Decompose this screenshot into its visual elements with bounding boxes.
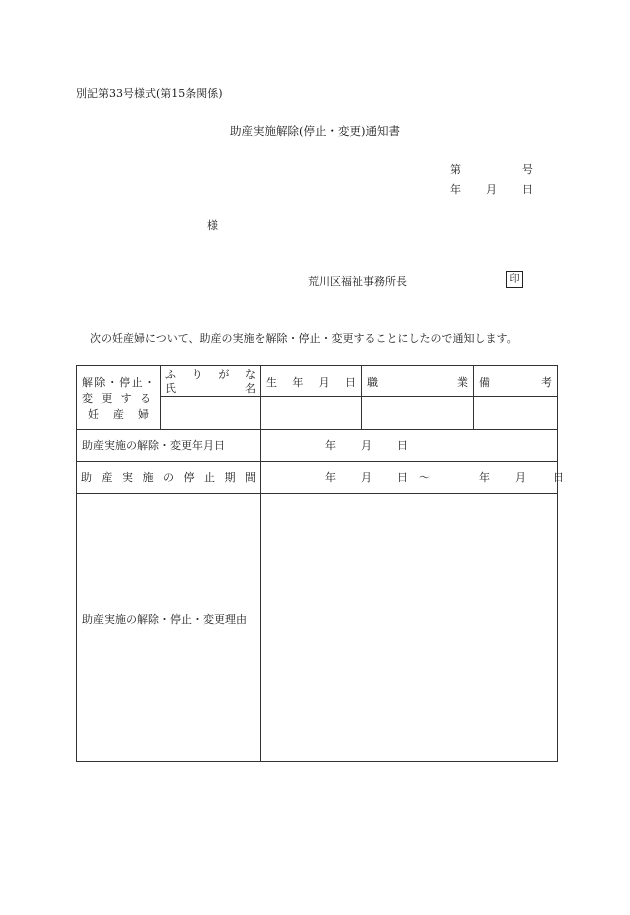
- dob-field[interactable]: [261, 397, 362, 430]
- suspension-to-month: 月: [515, 471, 526, 484]
- suspension-period-label: 助 産 実 施 の 停 止 期 間: [81, 471, 256, 484]
- issue-date-year: 年: [450, 183, 461, 196]
- subject-label: [77, 366, 160, 423]
- furigana-name-header: [161, 366, 261, 397]
- termination-date-label: 助産実施の解除・変更年月日: [82, 439, 225, 452]
- suspension-from-year: 年: [325, 471, 336, 484]
- subject-label-line1: 解 除 ・ 停 止 ・: [82, 376, 155, 389]
- name-label: 氏 名: [165, 382, 256, 395]
- dob-header: 生 年 月 日: [261, 366, 362, 397]
- issue-date-day: 日: [522, 183, 533, 196]
- seal-mark: 印: [506, 271, 523, 288]
- termination-date-field[interactable]: [261, 430, 558, 462]
- termination-date-label-cell: [77, 430, 261, 462]
- reason-label-cell: [77, 494, 261, 762]
- suspension-to-year: 年: [479, 471, 490, 484]
- issue-number-prefix: 第: [450, 163, 461, 176]
- issue-number-suffix: 号: [522, 163, 533, 176]
- termination-date-year: 年: [325, 439, 336, 452]
- intro-text: 次の妊産婦について、助産の実施を解除・停止・変更することにしたので通知します。: [90, 332, 518, 345]
- notes-field[interactable]: [474, 397, 558, 430]
- issuer-name: 荒川区福祉事務所長: [308, 275, 407, 288]
- notes-header: 備 考: [474, 366, 558, 397]
- suspension-period-label-cell: [77, 462, 261, 494]
- suspension-from-day: 日: [397, 471, 408, 484]
- document-title: 助産実施解除(停止・変更)通知書: [230, 124, 400, 138]
- name-field[interactable]: [161, 397, 261, 430]
- recipient-suffix: 様: [207, 219, 218, 232]
- occupation-header: 職 業: [362, 366, 474, 397]
- furigana-label: ふ り が な: [165, 368, 256, 381]
- subject-label-cell: [77, 366, 161, 430]
- suspension-from-month: 月: [361, 471, 372, 484]
- reason-label: 助産実施の解除・停止・変更理由: [82, 613, 247, 626]
- reason-field[interactable]: [261, 494, 558, 762]
- subject-label-line3: 妊 産 婦: [88, 408, 149, 421]
- suspension-separator: 〜: [419, 471, 430, 484]
- occupation-field[interactable]: [362, 397, 474, 430]
- subject-label-line2: 変 更 す る: [82, 392, 151, 405]
- notification-form-table: [76, 365, 564, 762]
- suspension-to-day: 日: [553, 471, 564, 484]
- termination-date-month: 月: [361, 439, 372, 452]
- termination-date-day: 日: [397, 439, 408, 452]
- issue-date-month: 月: [486, 183, 497, 196]
- suspension-period-field[interactable]: [261, 462, 564, 494]
- form-reference: 別記第33号様式(第15条関係): [76, 87, 223, 100]
